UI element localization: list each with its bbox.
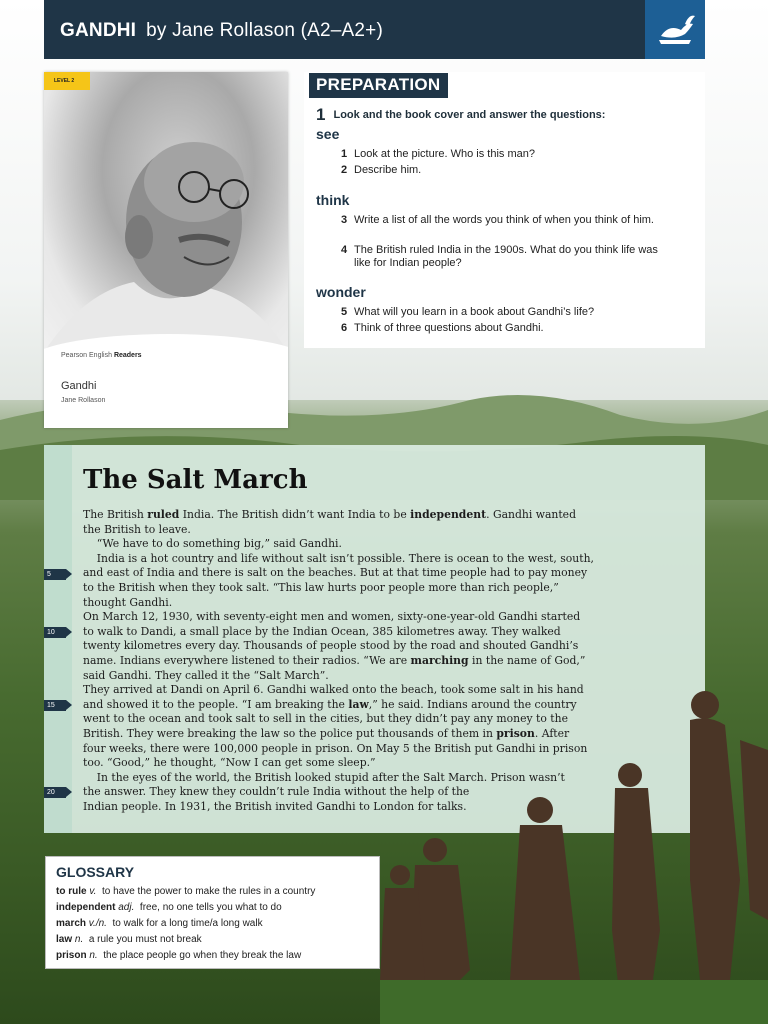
level-badge: LEVEL 2 — [44, 72, 90, 90]
question-item: 2 Describe him. — [341, 164, 422, 176]
preparation-tag: PREPARATION — [309, 73, 448, 98]
question-item: 5 What will you learn in a book about Gandhi’s life? — [341, 306, 595, 318]
line-number: 10 — [44, 627, 66, 638]
glossary-entry: independent adj. free, no one tells you what to do — [56, 902, 282, 913]
gandhi-portrait — [44, 72, 288, 352]
question-item: 1 Look at the picture. Who is this man? — [341, 148, 535, 160]
bird-icon — [645, 0, 705, 59]
article-heading: The Salt March — [83, 465, 308, 495]
question-instruction: 1 Look and the book cover and answer the questions: — [316, 105, 606, 124]
question-item: 3 Write a list of all the words you think of when you think of him. — [341, 214, 654, 226]
section-see: see — [316, 126, 340, 142]
page-title: GANDHI by Jane Rollason (A2–A2+) — [60, 20, 383, 41]
salt-march-statues — [380, 680, 768, 1024]
cover-author: Jane Rollason — [61, 397, 106, 404]
line-number: 5 — [44, 569, 66, 580]
section-wonder: wonder — [316, 284, 366, 300]
glossary-entry: to rule v. to have the power to make the rules in a country — [56, 886, 316, 897]
glossary-box — [45, 856, 380, 969]
book-cover — [44, 72, 288, 428]
publisher-label: Pearson English Readers — [61, 352, 142, 359]
cover-title: Gandhi — [61, 380, 97, 392]
question-item: 6 Think of three questions about Gandhi. — [341, 322, 544, 334]
line-number: 15 — [44, 700, 66, 711]
glossary-entry: march v./n. to walk for a long time/a long walk — [56, 918, 263, 929]
glossary-entry: law n. a rule you must not break — [56, 934, 202, 945]
question-item: 4 The British ruled India in the 1900s. What do you think life was like for Indian people? — [341, 244, 658, 269]
section-think: think — [316, 192, 350, 208]
line-number: 20 — [44, 787, 66, 798]
article-body: The British ruled India. The British didn’t want India to be independent. Gandhi wanted the British to leave. “We have to do something big,” said Gandhi. India is a hot country and life without salt isn’t possible. There is ocean to the west, south, and east of India and there is salt on the beaches. But at that time people had to pay money to the British when they took salt. “This law hurts poor people more than rich people,” thought Gandhi. On March 12, 1930, with seventy-eight men and women, sixty-one-year-old Gandhi started to walk to Dandi, a small place by the Indian Ocean, 385 kilometres away. They walked twenty kilometres every day. Thousands of people stood by the road and shouted Gandhi’s name. Indians everywhere listened to their radios. “We are marching in the name of God,” said Gandhi. They called it the “Salt March”. They arrived at Dandi on April 6. Gandhi walked onto the beach, took some salt in his hand and showed it to the people. “I am breaking the law,” he said. Indians around the country went to the ocean and took salt to sell in the cities, but they didn’t pay any money to the British. They were breaking the law so the police put thousands of them in prison. After four weeks, there were 100,000 people in prison. On May 5 the British put Gandhi in prison too. “Good,” he thought, “Now I can get some sleep.” In the eyes of the world, the British looked stupid after the Salt March. Prison wasn’t the answer. They knew they couldn’t rule India without the help of the Indian people. In 1931, the British invited Gandhi to London for talks. — [83, 508, 594, 813]
page-header — [44, 0, 705, 59]
glossary-entry: prison n. the place people go when they break the law — [56, 950, 302, 961]
preparation-box — [304, 72, 705, 348]
glossary-heading: GLOSSARY — [56, 864, 135, 880]
